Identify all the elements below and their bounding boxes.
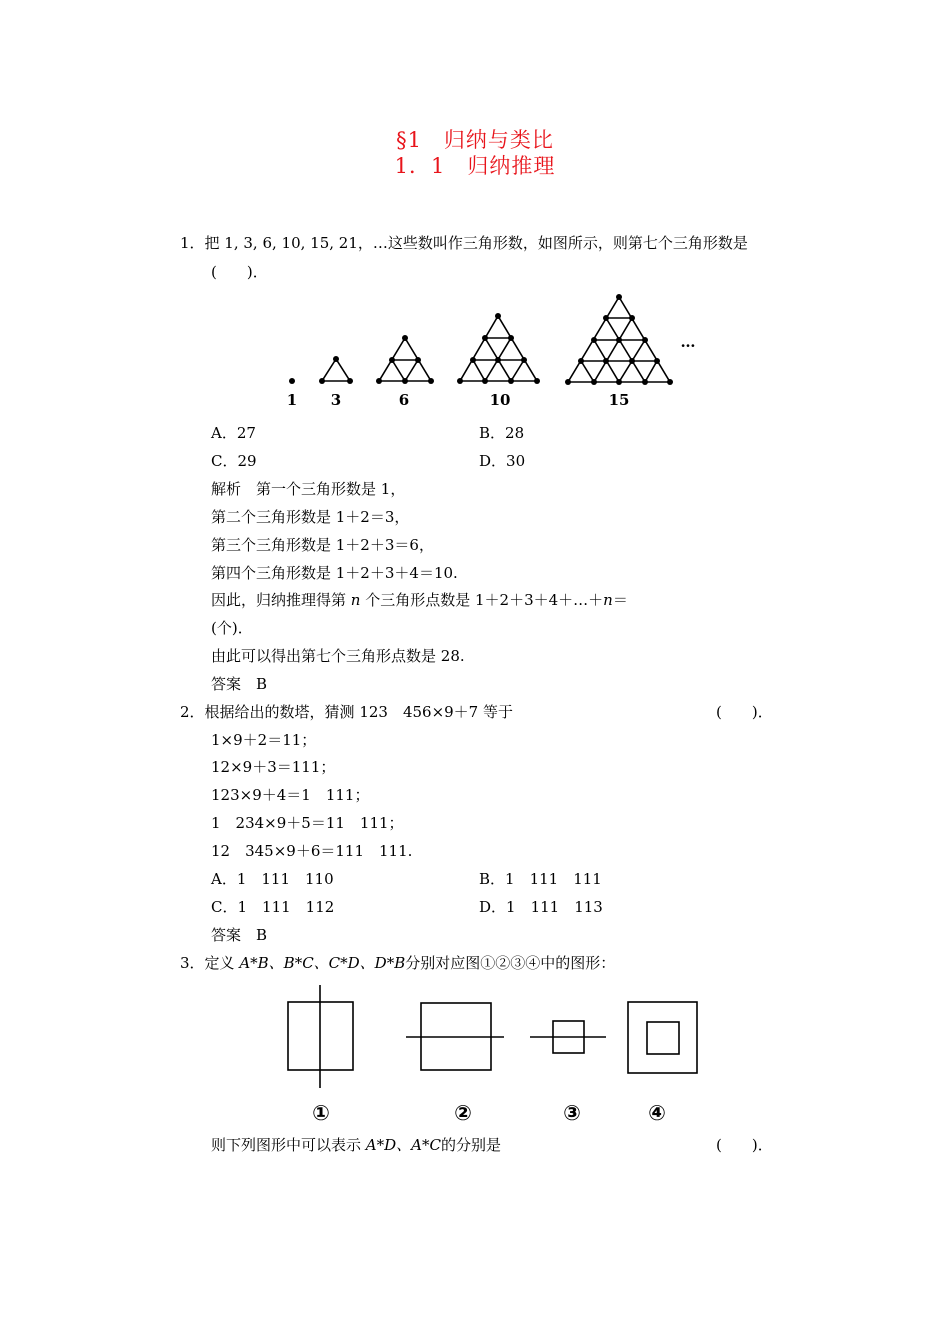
q1-analysis-line: 第三个三角形数是 1＋2＋3＝6， [211,536,434,554]
q2-option-d: D．1 111 113 [479,898,603,916]
q3-stem [180,953,615,973]
variable-n: n [350,591,361,609]
q1-analysis-line: 解析 第一个三角形数是 1， [211,480,406,498]
fig-label-circled-1: ① [312,1101,330,1125]
q1-option-a: A．27 [211,424,256,442]
q1-analysis-line: 第二个三角形数是 1＋2＝3， [211,508,410,526]
q3-followup-post: 的分别是 [440,1136,501,1154]
q1-answer: 答案 B [211,675,268,693]
q3-stem-pre: 3．定义 [180,954,240,972]
q1-option-c: C．29 [211,452,257,470]
q1-stem: 1．把 1, 3, 6, 10, 15, 21，…这些数叫作三角形数，如图所示，则第七个三角形数是 [180,234,748,252]
fig-label-circled-2: ② [454,1101,472,1125]
q3-stem-post: 分别对应图①②③④中的图形： [405,954,616,972]
fig-label-circled-4: ④ [648,1101,666,1125]
fig-label-1: 1 [286,391,298,409]
subsection-title: 1．1 归纳推理 [394,154,556,178]
section-title: §1 归纳与类比 [396,128,554,152]
q2-paren: ( )． [716,703,773,721]
operation-figures [288,985,697,1088]
q3-followup [211,1135,501,1155]
q2-tower-line: 12 345×9＋6＝111 111. [211,842,413,860]
q3-followup-pre: 则下列图形中可以表示 [211,1136,366,1154]
q1-analysis-line: 由此可以得出第七个三角形点数是 28. [211,647,465,665]
fig-label-10: 10 [489,391,511,409]
q3-stem-defs: A*B、B*C、C*D、D*B [239,954,406,972]
q2-option-a: A．1 111 110 [211,870,334,888]
variable-n: n [603,591,613,609]
fig-ellipsis: … [680,333,696,351]
fig-label-6: 6 [398,391,410,409]
q2-stem: 2．根据给出的数塔，猜测 123 456×9＋7 等于 [180,703,513,721]
q2-tower-line: 123×9＋4＝1 111； [211,786,370,804]
fig-label-15: 15 [608,391,630,409]
induction-text-post: ＝ [612,591,628,609]
induction-text-mid: 个三角形点数是 1＋2＋3＋4＋…＋ [360,591,604,609]
q1-paren: ( )． [211,263,268,281]
fig-label-3: 3 [330,391,342,409]
q2-answer: 答案 B [211,926,268,944]
q1-analysis-line: (个)． [211,619,253,637]
q1-option-b: B．28 [479,424,525,442]
q2-tower-line: 1 234×9＋5＝11 111； [211,814,404,832]
q1-analysis-induction [211,590,628,610]
q2-tower-line: 1×9＋2＝11； [211,731,317,749]
q2-option-c: C．1 111 112 [211,898,335,916]
q3-paren: ( )． [716,1136,773,1154]
induction-text-pre: 因此，归纳推理得第 [211,591,351,609]
fig-label-circled-3: ③ [563,1101,581,1125]
q2-option-b: B．1 111 111 [479,870,602,888]
q1-option-d: D．30 [479,452,526,470]
q2-tower-line: 12×9＋3＝111； [211,758,336,776]
q3-followup-defs: A*D、A*C [365,1136,441,1154]
q1-analysis-line: 第四个三角形数是 1＋2＋3＋4＝10. [211,564,458,582]
